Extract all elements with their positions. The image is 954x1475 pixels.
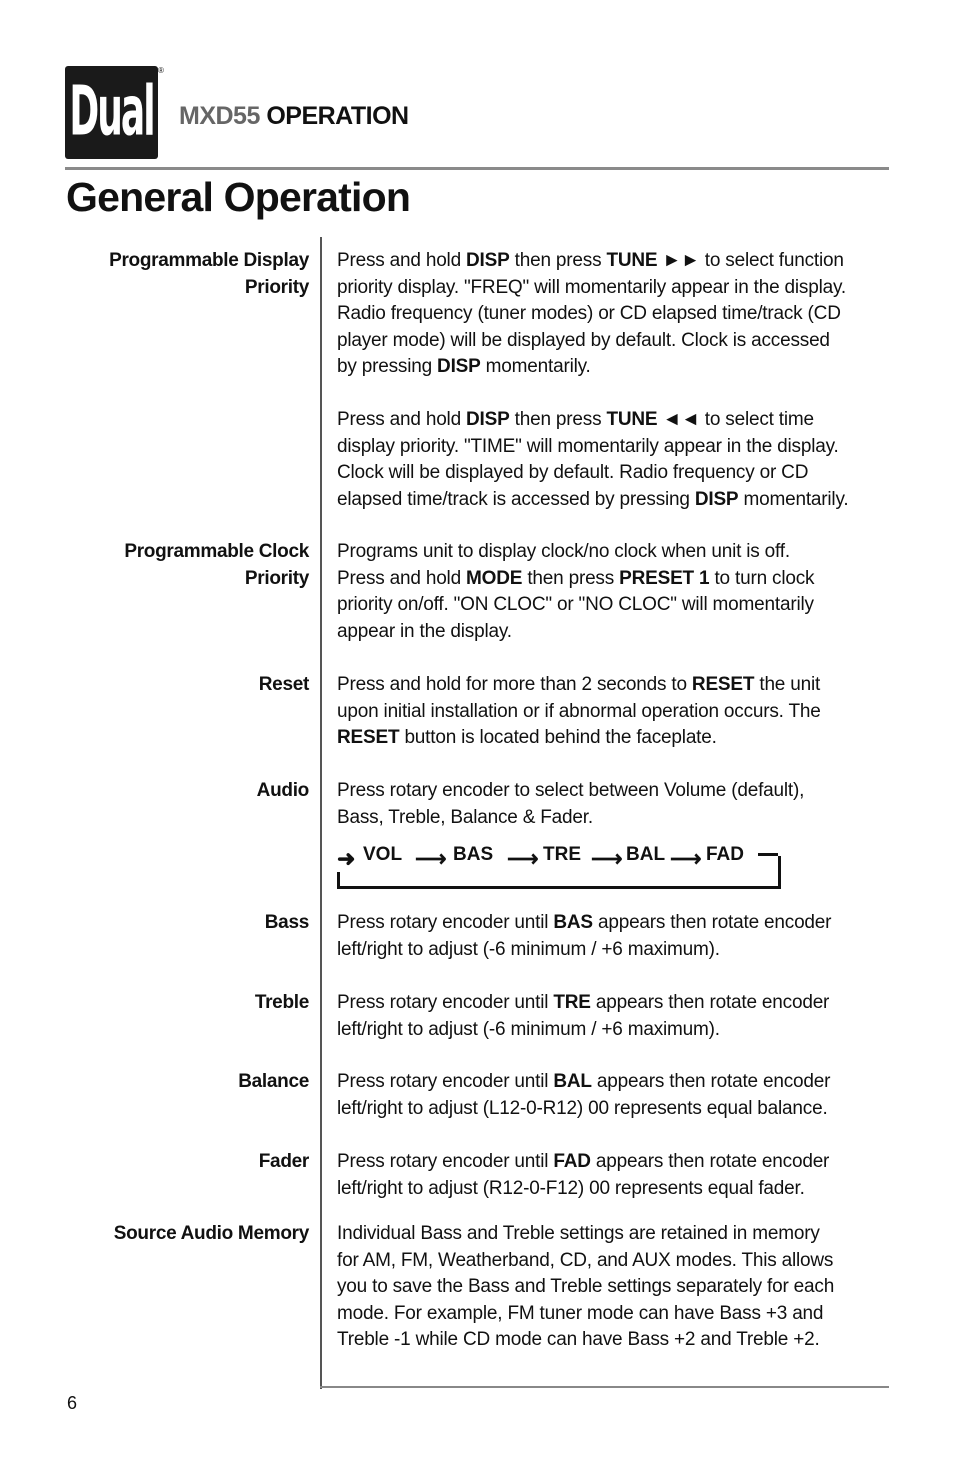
flow-item-tre: TRE [543,844,581,865]
text-run: then press [522,567,620,589]
text-run: appears then rotate encoder [590,1151,830,1172]
model-name: MXD55 [179,102,260,130]
paragraph-line [337,1017,912,1044]
section-paragraph [337,248,912,381]
text-run: appears then rotate encoder [590,992,830,1013]
text-run: appears then rotate encoder [591,1071,831,1092]
text-run: Radio frequency (tuner modes) or CD elapsed time/track (CD [337,303,841,324]
text-run: Press rotary encoder to select between Volume (default), [337,780,805,801]
text-run: Programs unit to display clock/no clock when unit is off. [337,541,790,562]
section-paragraph [337,672,912,752]
section-label [109,248,309,301]
bold-term: DISP [466,250,510,271]
flow-item-vol: VOL [363,844,403,865]
bold-term: BAL [553,1071,592,1092]
bold-term: TRE [553,992,591,1013]
text-run: to select time [699,409,814,430]
flow-item-bal: BAL [626,844,666,865]
paragraph-line [337,1069,912,1096]
section-label-line: Priority [244,567,309,589]
text-run: appear in the display. [337,620,512,642]
paragraph-line [337,1149,912,1176]
bold-term: DISP [466,409,510,430]
text-run: display priority. "TIME" will momentarily appear in the display. [337,435,839,457]
bold-term: RESET [337,727,400,748]
text-run: left/right to adjust (-6 minimum / +6 maximum). [337,938,720,960]
paragraph-line [337,805,912,832]
text-run: Press and hold [337,409,467,430]
paragraph-line [337,1221,912,1248]
section-label [265,910,309,937]
text-run: Treble -1 while CD mode can have Bass +2 and Treble +2. [337,1329,820,1350]
dual-logo [65,66,158,159]
paragraph-line [337,434,912,461]
bold-term: TUNE ►► [606,250,700,271]
text-run: left/right to adjust (-6 minimum / +6 maximum). [337,1018,720,1040]
text-run: momentarily. [480,356,591,377]
paragraph-line [337,275,912,302]
paragraph-line [337,407,912,434]
section-name: OPERATION [266,102,409,130]
section-label-line: Treble [254,992,309,1013]
text-run: you to save the Bass and Treble settings separately for each [337,1276,835,1297]
paragraph-line [337,592,912,619]
text-run: Press and hold for more than 2 seconds to [337,674,692,695]
section-label [124,539,309,592]
paragraph-line [337,699,912,726]
paragraph-line [337,778,912,805]
section-paragraph [337,407,912,513]
paragraph-line [337,487,912,514]
arrow-right-icon: ⟶ [591,846,623,871]
section-label-line: Programmable Clock [124,541,309,562]
text-run: player mode) will be displayed by default. Clock is accessed [337,329,830,351]
bold-term: PRESET 1 [619,567,710,589]
text-run: appears then rotate encoder [592,912,832,933]
flow-loop-top [758,853,778,856]
section-label [255,990,309,1017]
text-run: Press and hold [337,567,467,589]
section-label-line: Bass [264,912,309,933]
bold-term: MODE [466,567,523,589]
flow-item-bas: BAS [453,844,494,865]
paragraph-line [337,1248,912,1275]
text-run: to turn clock [709,567,815,589]
arrow-right-icon: ⟶ [507,846,539,871]
paragraph-line [337,725,912,752]
section-label-line: Balance [238,1071,309,1092]
paragraph-line [337,672,912,699]
bold-term: FAD [553,1151,591,1172]
section-header [179,102,409,131]
paragraph-line [337,1327,912,1354]
section-label [259,1149,309,1176]
text-run: left/right to adjust (L12-0-R12) 00 represents equal balance. [337,1097,828,1119]
paragraph-line [337,990,912,1017]
paragraph-line [337,937,912,964]
text-run: Press rotary encoder until [337,1151,554,1172]
section-label-line: Programmable Display [109,250,309,271]
paragraph-line [337,1176,912,1203]
text-run: Press rotary encoder until [337,992,554,1013]
paragraph-line [337,460,912,487]
section-label [114,1221,309,1248]
section-label-line: Priority [244,276,309,298]
section-label [238,1069,309,1096]
section-paragraph [337,539,912,645]
header-divider [65,167,889,170]
section-paragraph [337,1221,912,1354]
text-run: Clock will be displayed by default. Radio frequency or CD [337,462,809,483]
paragraph-line [337,1096,912,1123]
flow-item-fad: FAD [706,844,744,865]
paragraph-line [337,539,912,566]
section-paragraph [337,910,912,963]
paragraph-line [337,566,912,593]
section-label-line: Reset [258,674,309,695]
text-run: elapsed time/track is accessed by pressing [337,488,695,510]
audio-flow-diagram [337,846,780,890]
section-label [257,778,309,805]
section-label-line: Fader [258,1151,309,1172]
registered-mark: ® [158,66,164,75]
column-divider [320,237,322,1389]
paragraph-line [337,301,912,328]
arrow-right-icon: ⟶ [415,846,447,871]
bold-term: TUNE ◄◄ [606,409,700,430]
section-label-line: Audio [256,780,309,801]
text-run: the unit [754,674,821,695]
paragraph-line [337,910,912,937]
section-paragraph [337,778,912,831]
section-paragraph [337,990,912,1043]
paragraph-line [337,619,912,646]
text-run: Press rotary encoder until [337,1071,554,1092]
paragraph-line [337,248,912,275]
bold-term: BAS [553,912,593,933]
text-run: Bass, Treble, Balance & Fader. [337,806,593,828]
text-run: momentarily. [738,488,849,510]
bold-term: RESET [691,674,755,695]
section-paragraph [337,1069,912,1122]
paragraph-line [337,354,912,381]
text-run: priority display. "FREQ" will momentarily appear in the display. [337,276,846,298]
text-run: button is located behind the faceplate. [399,727,717,748]
footer-divider [320,1386,889,1388]
text-run: upon initial installation or if abnormal operation occurs. The [337,700,821,722]
text-run: then press [509,409,607,430]
paragraph-line [337,328,912,355]
paragraph-line [337,1301,912,1328]
page-number: 6 [67,1393,78,1413]
text-run: Press rotary encoder until [337,912,554,933]
logo-text: Dual [69,73,154,152]
bold-term: DISP [437,356,481,377]
section-label-line: Source Audio Memory [113,1223,309,1244]
arrow-right-icon: ⟶ [670,846,702,871]
text-run: by pressing [337,356,438,377]
paragraph-line [337,1274,912,1301]
text-run: Individual Bass and Treble settings are retained in memory [337,1223,820,1244]
bold-term: DISP [694,488,739,510]
section-label [259,672,309,699]
arrow-right-icon: ➜ [337,846,356,871]
text-run: left/right to adjust (R12-0-F12) 00 represents equal fader. [337,1177,805,1199]
text-run: then press [509,250,607,271]
page-title: General Operation [66,174,411,220]
text-run: for AM, FM, Weatherband, CD, and AUX modes. This allows [337,1249,834,1271]
text-run: to select function [699,250,844,271]
text-run: priority on/off. "ON CLOC" or "NO CLOC" will momentarily [337,594,814,615]
section-paragraph [337,1149,912,1202]
text-run: mode. For example, FM tuner mode can have Bass +3 and [337,1302,824,1324]
text-run: Press and hold [337,250,467,271]
